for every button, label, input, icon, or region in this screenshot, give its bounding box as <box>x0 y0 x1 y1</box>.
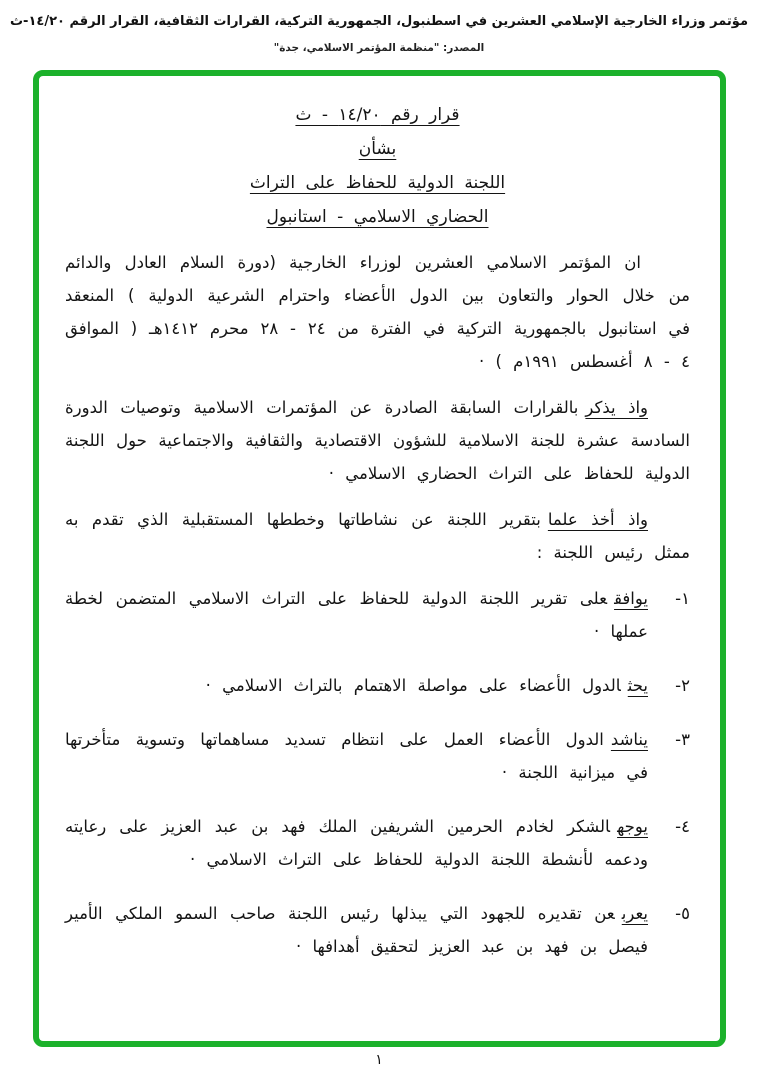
lead-word: يعرب <box>621 904 648 923</box>
preamble-paragraph-2 <box>65 391 690 490</box>
document-frame <box>33 70 726 1047</box>
lead-word: يناشد <box>610 730 648 749</box>
clause-text <box>65 669 648 702</box>
title-line-regarding <box>65 132 690 166</box>
document-source: المصدر: "منظمة المؤتمر الاسلامي، جدة" <box>273 42 485 54</box>
title-line-number <box>65 98 690 132</box>
clause-number: ٥- <box>675 904 690 923</box>
resolution-title <box>65 98 690 234</box>
clause-number: ٣- <box>675 730 690 749</box>
clause-text <box>65 582 648 648</box>
clause-number: ١- <box>675 589 690 608</box>
clause-2 <box>65 669 690 702</box>
clause-text <box>65 723 648 789</box>
lead-word: يوافق <box>614 589 648 608</box>
clause-text <box>65 897 648 963</box>
title-line-heritage <box>65 200 690 234</box>
lead-word: واذ أخذ علما <box>547 510 648 529</box>
title-text: قرار رقم ١٤/٢٠ - ث <box>295 105 460 125</box>
clause-body: الدول الأعضاء على مواصلة الاهتمام بالتراث الاسلامي · <box>205 676 621 695</box>
paragraph-text: بتقرير اللجنة عن نشاطاتها وخططها المستقبلية الذي تقدم به ممثل رئيس اللجنة : <box>65 510 690 562</box>
title-text: اللجنة الدولية للحفاظ على التراث <box>249 173 506 193</box>
operative-clauses <box>65 582 690 963</box>
title-line-committee <box>65 166 690 200</box>
clause-body: الشكر لخادم الحرمين الشريفين الملك فهد بن عبد العزيز على رعايته ودعمه لأنشطة اللجنة الدولية للحفاظ على التراث الاسلامي · <box>65 817 648 869</box>
clause-number: ٢- <box>675 676 690 695</box>
clause-3 <box>65 723 690 789</box>
lead-word: يحث <box>627 676 648 695</box>
clause-5 <box>65 897 690 963</box>
clause-body: على تقرير اللجنة الدولية للحفاظ على التراث الاسلامي المتضمن لخطة عملها · <box>65 589 648 641</box>
clause-number: ٤- <box>675 817 690 836</box>
paragraph-text: بالقرارات السابقة الصادرة عن المؤتمرات الاسلامية وتوصيات الدورة السادسة عشرة للجنة الاسلامية للشؤون الاقتصادية والثقافية والاجتماعية حول اللجنة الدولية للحفاظ على التراث الحضاري الاسلامي · <box>65 398 690 483</box>
clause-1 <box>65 582 690 648</box>
clause-body: الدول الأعضاء العمل على انتظام تسديد مساهماتها وتسوية متأخرتها في ميزانية اللجنة · <box>65 730 648 782</box>
title-text: بشأن <box>358 139 397 159</box>
lead-word: واذ يذكر <box>585 398 648 417</box>
clause-body: عن تقديره للجهود التي يبذلها رئيس اللجنة صاحب السمو الملكي الأمير فيصل بن فهد بن عبد العزيز لتحقيق أهدافها · <box>65 904 648 956</box>
clause-4 <box>65 810 690 876</box>
clause-text <box>65 810 648 876</box>
page-number: ١ <box>375 1052 383 1068</box>
paragraph-text: ان المؤتمر الاسلامي العشرين لوزراء الخارجية (دورة السلام العادل والدائم من خلال الحوار والتعاون بين الدول الأعضاء واحترام الشرعية الدولية ) المنعقد في استانبول بالجمهورية التركية في الفترة من ٢٤ - ٢٨ محرم ١٤١٢هـ ( الموافق ٤ - ٨ أغسطس ١٩٩١م ) · <box>65 253 691 371</box>
lead-word: يوجه <box>617 817 648 836</box>
preamble-paragraph-1 <box>65 246 690 378</box>
title-text: الحضاري الاسلامي - استانبول <box>266 207 489 227</box>
preamble-paragraph-3 <box>65 503 690 569</box>
document-citation: مؤتمر وزراء الخارجية الإسلامي العشرين في اسطنبول، الجمهورية التركية، القرارات الثقافية، القرار الرقم ١٤/٢٠-ث <box>9 14 749 29</box>
